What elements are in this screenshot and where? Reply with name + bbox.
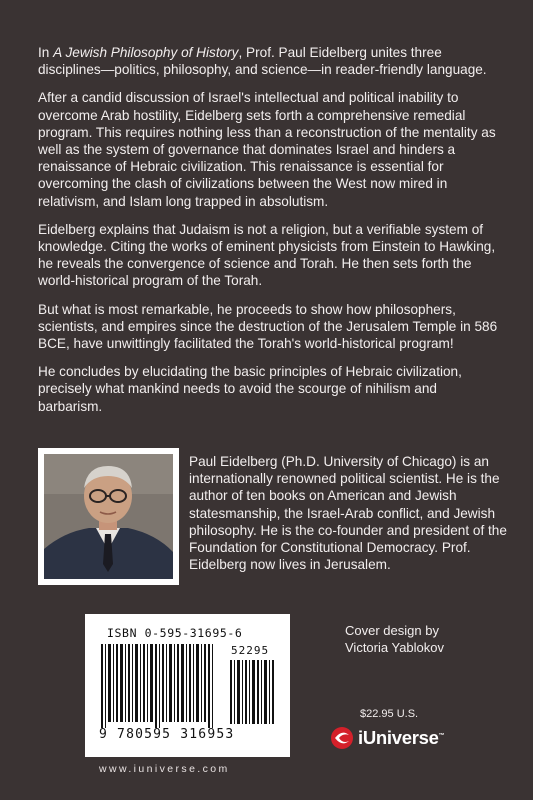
publisher-name-text: iUniverse xyxy=(358,727,439,748)
publisher-url: www.iuniverse.com xyxy=(99,763,230,775)
barcode-panel xyxy=(85,614,290,757)
blurb-paragraph-5: He concludes by elucidating the basic principles of Hebraic civilization, precisely what mankind needs to avoid the scourge of nihilism and barbarism. xyxy=(38,364,462,414)
blurb-paragraph-3: Eidelberg explains that Judaism is not a religion, but a verifiable system of knowledge. Citing the works of eminent physicists from Einstein to Hawking, he reveals the convergence of science and Torah. He then sets forth the world-historical program of the Torah. xyxy=(38,221,496,289)
blurb-p1-intro: In xyxy=(38,45,54,60)
barcode-ean-number: 9 780595 316953 xyxy=(99,727,235,742)
blurb-p1-rest: , Prof. Paul Eidelberg unites three disciplines—politics, philosophy, and science—in reader-friendly language. xyxy=(38,45,487,78)
isbn-number: ISBN 0-595-31695-6 xyxy=(107,626,243,640)
blurb-paragraph-1 xyxy=(38,44,500,78)
blurb-paragraph-4: But what is most remarkable, he proceeds to show how philosophers, scientists, and empires since the destruction of the Jerusalem Temple in 586 BCE, have unwittingly facilitated the Torah's world-historical program! xyxy=(38,301,498,352)
book-title: A Jewish Philosophy of History xyxy=(53,45,239,60)
cover-design-credit xyxy=(345,623,485,656)
price: $22.95 U.S. xyxy=(360,708,419,720)
iuniverse-swirl-icon xyxy=(330,726,354,750)
credit-line-2: Victoria Yablokov xyxy=(345,639,445,655)
blurb-paragraph-2: After a candid discussion of Israel's intellectual and political inability to overcome Arab hostility, Eidelberg sets forth a comprehensive remedial program. This requires nothing less than a reconstruction of the mentality as well as the system of governance that dominates Israel and hinders a renaissance of Hebraic civilization. This renaissance is essential for overcoming the clash of civilizations between the West now mired in relativism, and Islam long trapped in absolutism. xyxy=(38,90,496,209)
blurb-text xyxy=(38,44,500,426)
author-portrait-illustration xyxy=(44,454,173,579)
publisher-logo xyxy=(330,725,444,751)
barcode-addon-number: 52295 xyxy=(231,644,270,657)
publisher-name xyxy=(358,727,444,749)
credit-line-1: Cover design by xyxy=(345,623,439,638)
author-photo-frame xyxy=(38,448,179,585)
author-bio: Paul Eidelberg (Ph.D. University of Chicago) is an internationally renowned political scientist. He is the author of ten books on American and Jewish statesmanship, the Israel-Arab conflict, and Jewish philosophy. He is the co-founder and president of the Foundation for Constitutional Democracy. Prof. Eidelberg now lives in Jerusalem. xyxy=(189,454,507,573)
trademark-mark: ™ xyxy=(438,732,445,739)
author-photo xyxy=(44,454,173,579)
